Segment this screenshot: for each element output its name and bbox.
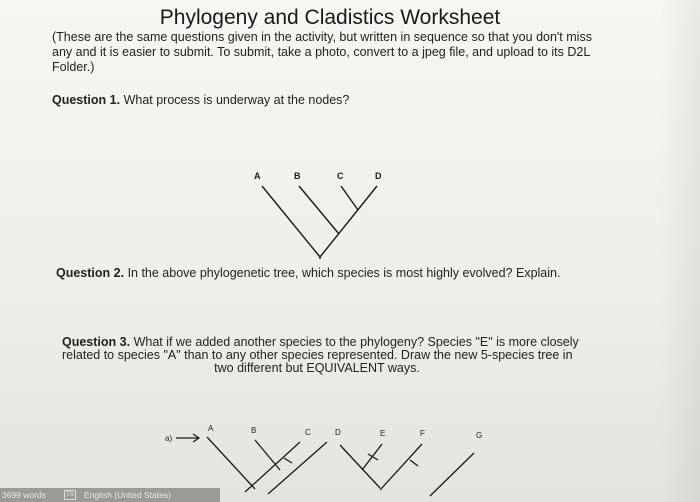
tree1-label-d: D xyxy=(375,171,382,181)
intro-paragraph: (These are the same questions given in the activity, but written in sequence so that you don't miss any and it is easier to submit. To submit, take a photo, convert to a jpeg file, and upload to its D2L Folder.) xyxy=(52,30,592,74)
tree2-label-b: B xyxy=(251,426,257,435)
tree2-label-f: F xyxy=(420,429,425,438)
tree2-label-e: E xyxy=(380,429,386,438)
question-2-text: In the above phylogenetic tree, which species is most highly evolved? Explain. xyxy=(127,266,561,280)
question-3-text: What if we added another species to the phylogeny? Species "E" is more closely related to species "A" than to any other species represented. Draw the new 5-species tree in xyxy=(62,335,579,362)
language-indicator[interactable]: English (United States) xyxy=(84,490,171,500)
tree2-label-c: C xyxy=(305,428,311,437)
tree1-label-c: C xyxy=(337,171,344,181)
question-3-line2: two different but EQUIVALENT ways. xyxy=(214,361,420,375)
tree1-label-b: B xyxy=(294,171,301,181)
worksheet-title: Phylogeny and Cladistics Worksheet xyxy=(159,6,501,29)
tree1-label-a: A xyxy=(254,171,261,181)
tree2-branch-c xyxy=(245,442,300,492)
question-1-text: What process is underway at the nodes? xyxy=(123,93,350,107)
tree2-branch-d-left xyxy=(268,442,327,494)
proofing-icon[interactable]: TX xyxy=(64,490,76,500)
tree2-label-a: A xyxy=(208,424,214,433)
tree2-label-g: G xyxy=(476,431,483,440)
tree2-marker: a) xyxy=(165,434,173,443)
tree2-branch-a xyxy=(207,437,255,489)
tree2-branch-d xyxy=(340,445,380,488)
question-3-label: Question 3. xyxy=(62,335,131,349)
question-2-label: Question 2. xyxy=(56,266,125,280)
question-1-label: Question 1. xyxy=(52,93,121,107)
tree2-label-d: D xyxy=(335,428,341,437)
tree2-branch-f xyxy=(380,444,422,490)
tree2-tick-2 xyxy=(410,460,418,466)
word-count[interactable]: 3699 words xyxy=(2,490,46,500)
status-bar xyxy=(0,488,220,502)
tree2-branch-b xyxy=(255,440,280,470)
tree2-tick-3 xyxy=(284,458,292,463)
tree2-branch-g xyxy=(430,453,474,496)
